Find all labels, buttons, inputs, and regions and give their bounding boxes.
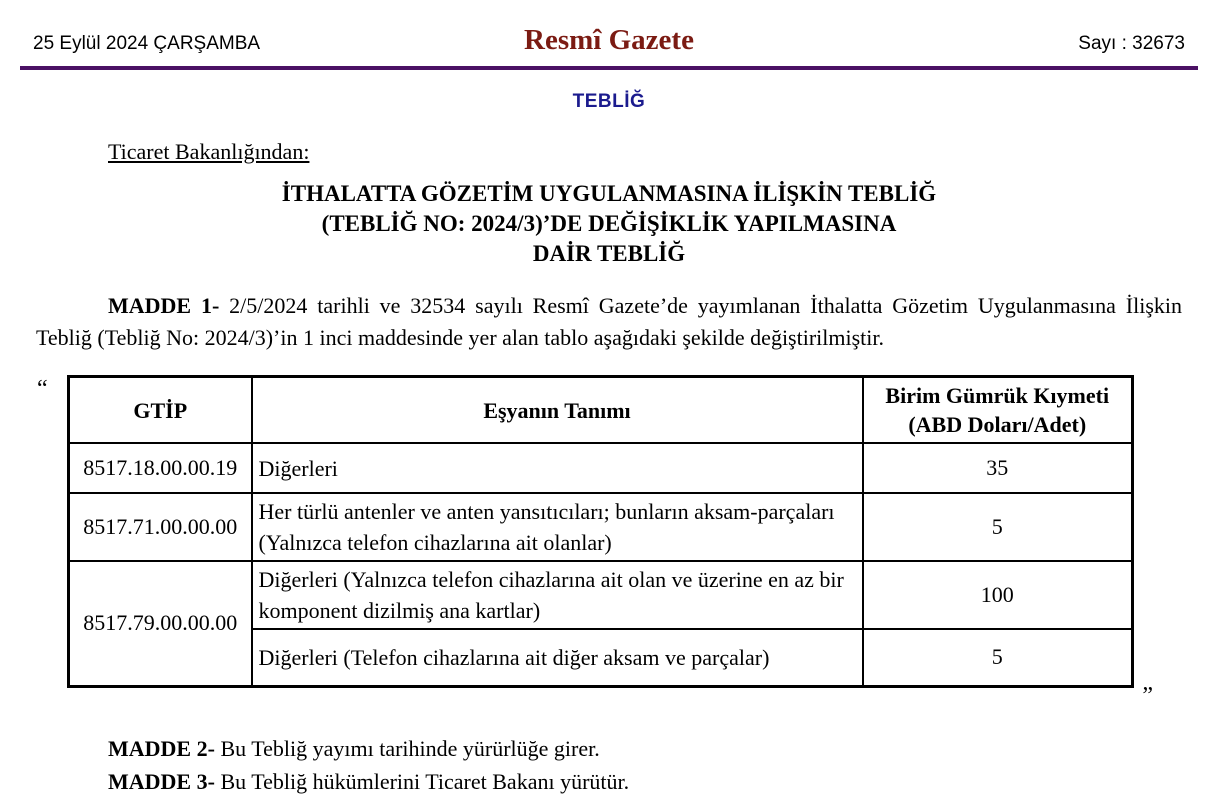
closing-quote-mark: ” bbox=[1142, 682, 1153, 709]
opening-quote-mark: “ bbox=[37, 376, 48, 402]
article-madde2 bbox=[36, 732, 1182, 765]
table-row bbox=[69, 443, 1133, 493]
value-cell: 5 bbox=[863, 629, 1133, 686]
tariff-table-container bbox=[37, 375, 1153, 709]
article-madde1 bbox=[36, 290, 1182, 354]
section-heading-teblig: TEBLİĞ bbox=[572, 91, 646, 112]
gtip-code-cell-rowspan: 8517.79.00.00.00 bbox=[69, 561, 252, 686]
gtip-code-cell: 8517.71.00.00.00 bbox=[69, 493, 252, 561]
header-cell-value-line1: Birim Gümrük Kıymeti bbox=[885, 383, 1110, 408]
article-madde2-text: Bu Tebliğ yayımı tarihinde yürürlüğe girer. bbox=[220, 735, 600, 761]
article-madde3-label: MADDE 3- bbox=[108, 768, 215, 794]
gazette-date: 25 Eylül 2024 ÇARŞAMBA bbox=[33, 33, 261, 54]
description-cell: Diğerleri (Telefon cihazlarına ait diğer aksam ve parçalar) bbox=[252, 629, 863, 686]
article-madde1-label: MADDE 1- bbox=[108, 293, 220, 318]
closing-articles bbox=[0, 732, 1218, 798]
article-madde1-text: 2/5/2024 tarihli ve 32534 sayılı Resmî Gazete’de yayımlanan İthalatta Gözetim Uygulanmasına İlişkin Tebliğ (Tebliğ No: 2024/3)’in 1 inci maddesinde yer alan tablo aşağıdaki şekilde değiştirilmiştir. bbox=[36, 293, 1183, 350]
article-madde3 bbox=[36, 765, 1182, 798]
gtip-code-cell: 8517.18.00.00.19 bbox=[69, 443, 252, 493]
value-cell: 100 bbox=[863, 561, 1133, 629]
header-cell-description: Eşyanın Tanımı bbox=[252, 377, 863, 444]
tariff-table bbox=[67, 375, 1134, 688]
article-madde2-label: MADDE 2- bbox=[108, 735, 215, 761]
gazette-title: Resmî Gazete bbox=[524, 24, 694, 56]
article-madde3-text: Bu Tebliğ hükümlerini Ticaret Bakanı yürütür. bbox=[220, 768, 630, 794]
table-row bbox=[69, 493, 1133, 561]
value-cell: 5 bbox=[863, 493, 1133, 561]
issuing-authority: Ticaret Bakanlığından: bbox=[108, 139, 310, 164]
table-header-row bbox=[69, 377, 1133, 444]
decree-title-line1: İTHALATTA GÖZETİM UYGULANMASINA İLİŞKİN TEBLİĞ bbox=[281, 181, 937, 206]
description-cell: Her türlü antenler ve anten yansıtıcıları; bunların aksam-parçaları (Yalnızca telefon cihazlarına ait olanlar) bbox=[252, 493, 863, 561]
decree-title-line3: DAİR TEBLİĞ bbox=[532, 241, 686, 266]
description-cell: Diğerleri bbox=[252, 443, 863, 493]
header-cell-value-line2: (ABD Doları/Adet) bbox=[908, 412, 1087, 437]
header-cell-unit-customs-value bbox=[863, 377, 1133, 444]
decree-title-line2: (TEBLİĞ NO: 2024/3)’DE DEĞİŞİKLİK YAPILMASINA bbox=[321, 211, 897, 236]
header-cell-gtip: GTİP bbox=[69, 377, 252, 444]
value-cell: 35 bbox=[863, 443, 1133, 493]
gazette-masthead bbox=[20, 0, 1198, 70]
decree-title bbox=[0, 179, 1218, 269]
table-row bbox=[69, 561, 1133, 629]
description-cell: Diğerleri (Yalnızca telefon cihazlarına ait olan ve üzerine en az bir komponent dizilmiş ana kartlar) bbox=[252, 561, 863, 629]
gazette-issue-number: Sayı : 32673 bbox=[1078, 33, 1185, 54]
